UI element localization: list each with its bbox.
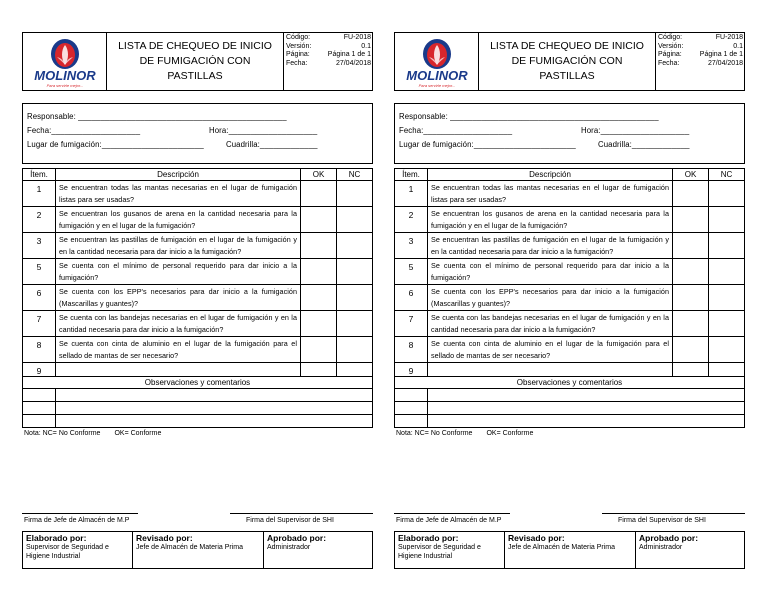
header-item: Ítem.	[395, 169, 428, 181]
observation-row[interactable]	[395, 389, 745, 402]
meta-version: Versión: 0.1	[286, 42, 371, 50]
elaborado-heading: Elaborado por:	[398, 533, 459, 543]
nc-checkbox[interactable]	[337, 207, 373, 233]
signature-label-supervisor: Firma del Supervisor de SHI	[246, 517, 334, 524]
elaborado-value: Supervisor de Seguridad e Higiene Industrial	[26, 544, 109, 560]
item-number: 7	[23, 311, 56, 337]
nc-checkbox[interactable]	[709, 311, 745, 337]
approval-box	[22, 531, 373, 569]
note-ok: OK= Conforme	[114, 430, 162, 437]
checklist-row	[395, 311, 745, 337]
table-header-row	[395, 169, 745, 181]
item-description: Se cuenta con los EPP's necesarios para dar inicio a la fumigación (Mascarillas y guantes)?	[428, 285, 673, 311]
legend-note	[24, 430, 175, 437]
item-description: Se cuenta con las bandejas necesarias en el lugar de fumigación y en la cantidad necesaria para dar inicio a la fumigación?	[56, 311, 301, 337]
meta-date: Fecha: 27/04/2018	[286, 59, 371, 67]
observation-row[interactable]	[23, 402, 373, 415]
revisado-heading: Revisado por:	[508, 533, 565, 543]
observation-row[interactable]	[395, 402, 745, 415]
item-description	[428, 363, 673, 377]
note-nc: Nota: NC= No Conforme	[396, 430, 473, 437]
checklist-row	[23, 311, 373, 337]
meta-version: Versión: 0.1	[658, 42, 743, 50]
checklist-row	[395, 207, 745, 233]
nc-checkbox[interactable]	[709, 181, 745, 207]
item-description: Se cuenta con el mínimo de personal requerido para dar inicio a la fumigación?	[56, 259, 301, 285]
ok-checkbox[interactable]	[673, 181, 709, 207]
signature-label-supervisor: Firma del Supervisor de SHI	[618, 517, 706, 524]
form-title: LISTA DE CHEQUEO DE INICIO DE FUMIGACIÓN CON PASTILLAS	[479, 33, 656, 90]
aprobado-value: Administrador	[639, 544, 683, 551]
aprobado-heading: Aprobado por:	[639, 533, 699, 543]
item-description: Se cuenta con cinta de aluminio en el lugar de la fumigación para el sellado de mantas de ser necesario?	[56, 337, 301, 363]
header-description: Descripción	[428, 169, 673, 181]
checklist-row	[395, 337, 745, 363]
responsable-field[interactable]: Responsable: _______________________________________________	[27, 112, 287, 121]
logo-tagline: Para servirle mejor...	[418, 83, 456, 88]
checklist-form-left	[22, 32, 373, 572]
item-number: 3	[23, 233, 56, 259]
observation-row[interactable]	[23, 415, 373, 428]
item-number: 3	[395, 233, 428, 259]
checklist-row	[23, 181, 373, 207]
item-number: 6	[395, 285, 428, 311]
approval-box	[394, 531, 745, 569]
ok-checkbox[interactable]	[673, 311, 709, 337]
nc-checkbox[interactable]	[709, 363, 745, 377]
meta-code: Código: FU-2018	[658, 34, 743, 41]
ok-checkbox[interactable]	[673, 259, 709, 285]
meta-page: Página: Página 1 de 1	[658, 51, 743, 58]
nc-checkbox[interactable]	[709, 233, 745, 259]
nc-checkbox[interactable]	[337, 363, 373, 377]
hora-field[interactable]: Hora:____________________	[581, 126, 690, 135]
checklist-row	[23, 207, 373, 233]
ok-checkbox[interactable]	[301, 311, 337, 337]
signature-line-right[interactable]	[230, 513, 373, 514]
fecha-field[interactable]: Fecha:____________________	[399, 126, 513, 135]
cuadrilla-field[interactable]: Cuadrilla:_____________	[226, 140, 318, 149]
observations-header-row	[23, 377, 373, 389]
nc-checkbox[interactable]	[709, 337, 745, 363]
ok-checkbox[interactable]	[673, 207, 709, 233]
nc-checkbox[interactable]	[709, 207, 745, 233]
note-ok: OK= Conforme	[486, 430, 534, 437]
item-description: Se encuentran los gusanos de arena en la cantidad necesaria para la fumigación y en el lugar de la fumigación?	[428, 207, 673, 233]
header-description: Descripción	[56, 169, 301, 181]
ok-checkbox[interactable]	[301, 207, 337, 233]
checklist-row	[395, 363, 745, 377]
item-number: 6	[23, 285, 56, 311]
table-header-row	[23, 169, 373, 181]
form-header	[22, 32, 373, 91]
item-number: 8	[395, 337, 428, 363]
checklist-row	[395, 259, 745, 285]
nc-checkbox[interactable]	[337, 181, 373, 207]
ok-checkbox[interactable]	[673, 337, 709, 363]
checklist-row	[23, 285, 373, 311]
document-metadata	[285, 34, 373, 68]
ok-checkbox[interactable]	[301, 181, 337, 207]
aprobado-cell	[264, 532, 372, 568]
ok-checkbox[interactable]	[673, 233, 709, 259]
form-header	[394, 32, 745, 91]
hora-field[interactable]: Hora:____________________	[209, 126, 318, 135]
info-fields	[22, 103, 373, 164]
item-number: 9	[395, 363, 428, 377]
signature-line-left[interactable]	[22, 513, 138, 514]
nc-checkbox[interactable]	[337, 337, 373, 363]
header-ok: OK	[673, 169, 709, 181]
item-number: 2	[395, 207, 428, 233]
item-description: Se encuentran los gusanos de arena en la cantidad necesaria para la fumigación y en el lugar de la fumigación?	[56, 207, 301, 233]
molinor-logo	[31, 37, 99, 89]
nc-checkbox[interactable]	[337, 233, 373, 259]
observations-title: Observaciones y comentarios	[395, 377, 745, 389]
item-description: Se encuentran las pastillas de fumigación en el lugar de la fumigación y en la cantidad necesaria para dar inicio a la fumigación?	[428, 233, 673, 259]
header-ok: OK	[301, 169, 337, 181]
signature-line-right[interactable]	[602, 513, 745, 514]
revisado-cell	[133, 532, 264, 568]
item-number: 5	[395, 259, 428, 285]
revisado-cell	[505, 532, 636, 568]
checklist-row	[23, 337, 373, 363]
responsable-field[interactable]: Responsable: _______________________________________________	[399, 112, 659, 121]
logo-cell	[23, 33, 107, 90]
item-description: Se cuenta con cinta de aluminio en el lugar de la fumigación para el sellado de mantas de ser necesario?	[428, 337, 673, 363]
cuadrilla-field[interactable]: Cuadrilla:_____________	[598, 140, 690, 149]
header-nc: NC	[337, 169, 373, 181]
checklist-row	[23, 259, 373, 285]
aprobado-cell	[636, 532, 744, 568]
checklist-table	[394, 168, 745, 428]
logo-wordmark: MOLINOR	[406, 68, 468, 83]
meta-code: Código: FU-2018	[286, 34, 371, 41]
checklist-row	[395, 285, 745, 311]
checklist-row	[395, 233, 745, 259]
info-fields	[394, 103, 745, 164]
nc-checkbox[interactable]	[337, 311, 373, 337]
elaborado-value: Supervisor de Seguridad e Higiene Industrial	[398, 544, 481, 560]
logo-cell	[395, 33, 479, 90]
item-description: Se cuenta con los EPP's necesarios para dar inicio a la fumigación (Mascarillas y guantes)?	[56, 285, 301, 311]
aprobado-heading: Aprobado por:	[267, 533, 327, 543]
header-item: Ítem.	[23, 169, 56, 181]
form-title: LISTA DE CHEQUEO DE INICIO DE FUMIGACIÓN CON PASTILLAS	[107, 33, 284, 90]
revisado-value: Jefe de Almacén de Materia Prima	[508, 544, 615, 551]
signature-line-left[interactable]	[394, 513, 510, 514]
item-description: Se encuentran las pastillas de fumigación en el lugar de la fumigación y en la cantidad necesaria para dar inicio a la fumigación?	[56, 233, 301, 259]
item-number: 7	[395, 311, 428, 337]
checklist-table	[22, 168, 373, 428]
item-description: Se cuenta con las bandejas necesarias en el lugar de fumigación y en la cantidad necesaria para dar inicio a la fumigación?	[428, 311, 673, 337]
item-number: 1	[395, 181, 428, 207]
logo-wordmark: MOLINOR	[34, 68, 96, 83]
elaborado-cell	[23, 532, 133, 568]
ok-checkbox[interactable]	[673, 285, 709, 311]
item-description	[56, 363, 301, 377]
item-number: 1	[23, 181, 56, 207]
lugar-field[interactable]: Lugar de fumigación:_______________________	[399, 140, 576, 149]
lugar-field[interactable]: Lugar de fumigación:_______________________	[27, 140, 204, 149]
signature-label-warehouse: Firma de Jefe de Almacén de M.P	[396, 517, 502, 524]
fecha-field[interactable]: Fecha:____________________	[27, 126, 141, 135]
observations-header-row	[395, 377, 745, 389]
signature-label-warehouse: Firma de Jefe de Almacén de M.P	[24, 517, 130, 524]
checklist-form-right	[394, 32, 745, 572]
meta-date: Fecha: 27/04/2018	[658, 59, 743, 67]
molinor-logo	[403, 37, 471, 89]
ok-checkbox[interactable]	[301, 259, 337, 285]
aprobado-value: Administrador	[267, 544, 311, 551]
elaborado-heading: Elaborado por:	[26, 533, 87, 543]
observation-row[interactable]	[23, 389, 373, 402]
nc-checkbox[interactable]	[337, 285, 373, 311]
checklist-row	[23, 363, 373, 377]
observation-row[interactable]	[395, 415, 745, 428]
item-number: 9	[23, 363, 56, 377]
nc-checkbox[interactable]	[709, 259, 745, 285]
elaborado-cell	[395, 532, 505, 568]
nc-checkbox[interactable]	[709, 285, 745, 311]
item-number: 2	[23, 207, 56, 233]
ok-checkbox[interactable]	[673, 363, 709, 377]
item-number: 8	[23, 337, 56, 363]
item-number: 5	[23, 259, 56, 285]
item-description: Se encuentran todas las mantas necesarias en el lugar de fumigación listas para ser usadas?	[428, 181, 673, 207]
revisado-heading: Revisado por:	[136, 533, 193, 543]
ok-checkbox[interactable]	[301, 337, 337, 363]
observations-title: Observaciones y comentarios	[23, 377, 373, 389]
header-nc: NC	[709, 169, 745, 181]
ok-checkbox[interactable]	[301, 285, 337, 311]
ok-checkbox[interactable]	[301, 363, 337, 377]
note-nc: Nota: NC= No Conforme	[24, 430, 101, 437]
nc-checkbox[interactable]	[337, 259, 373, 285]
ok-checkbox[interactable]	[301, 233, 337, 259]
logo-tagline: Para servirle mejor...	[46, 83, 84, 88]
revisado-value: Jefe de Almacén de Materia Prima	[136, 544, 243, 551]
meta-page: Página: Página 1 de 1	[286, 51, 371, 58]
document-metadata	[657, 34, 745, 68]
item-description: Se cuenta con el mínimo de personal requerido para dar inicio a la fumigación?	[428, 259, 673, 285]
checklist-row	[395, 181, 745, 207]
checklist-row	[23, 233, 373, 259]
item-description: Se encuentran todas las mantas necesarias en el lugar de fumigación listas para ser usadas?	[56, 181, 301, 207]
legend-note	[396, 430, 547, 437]
